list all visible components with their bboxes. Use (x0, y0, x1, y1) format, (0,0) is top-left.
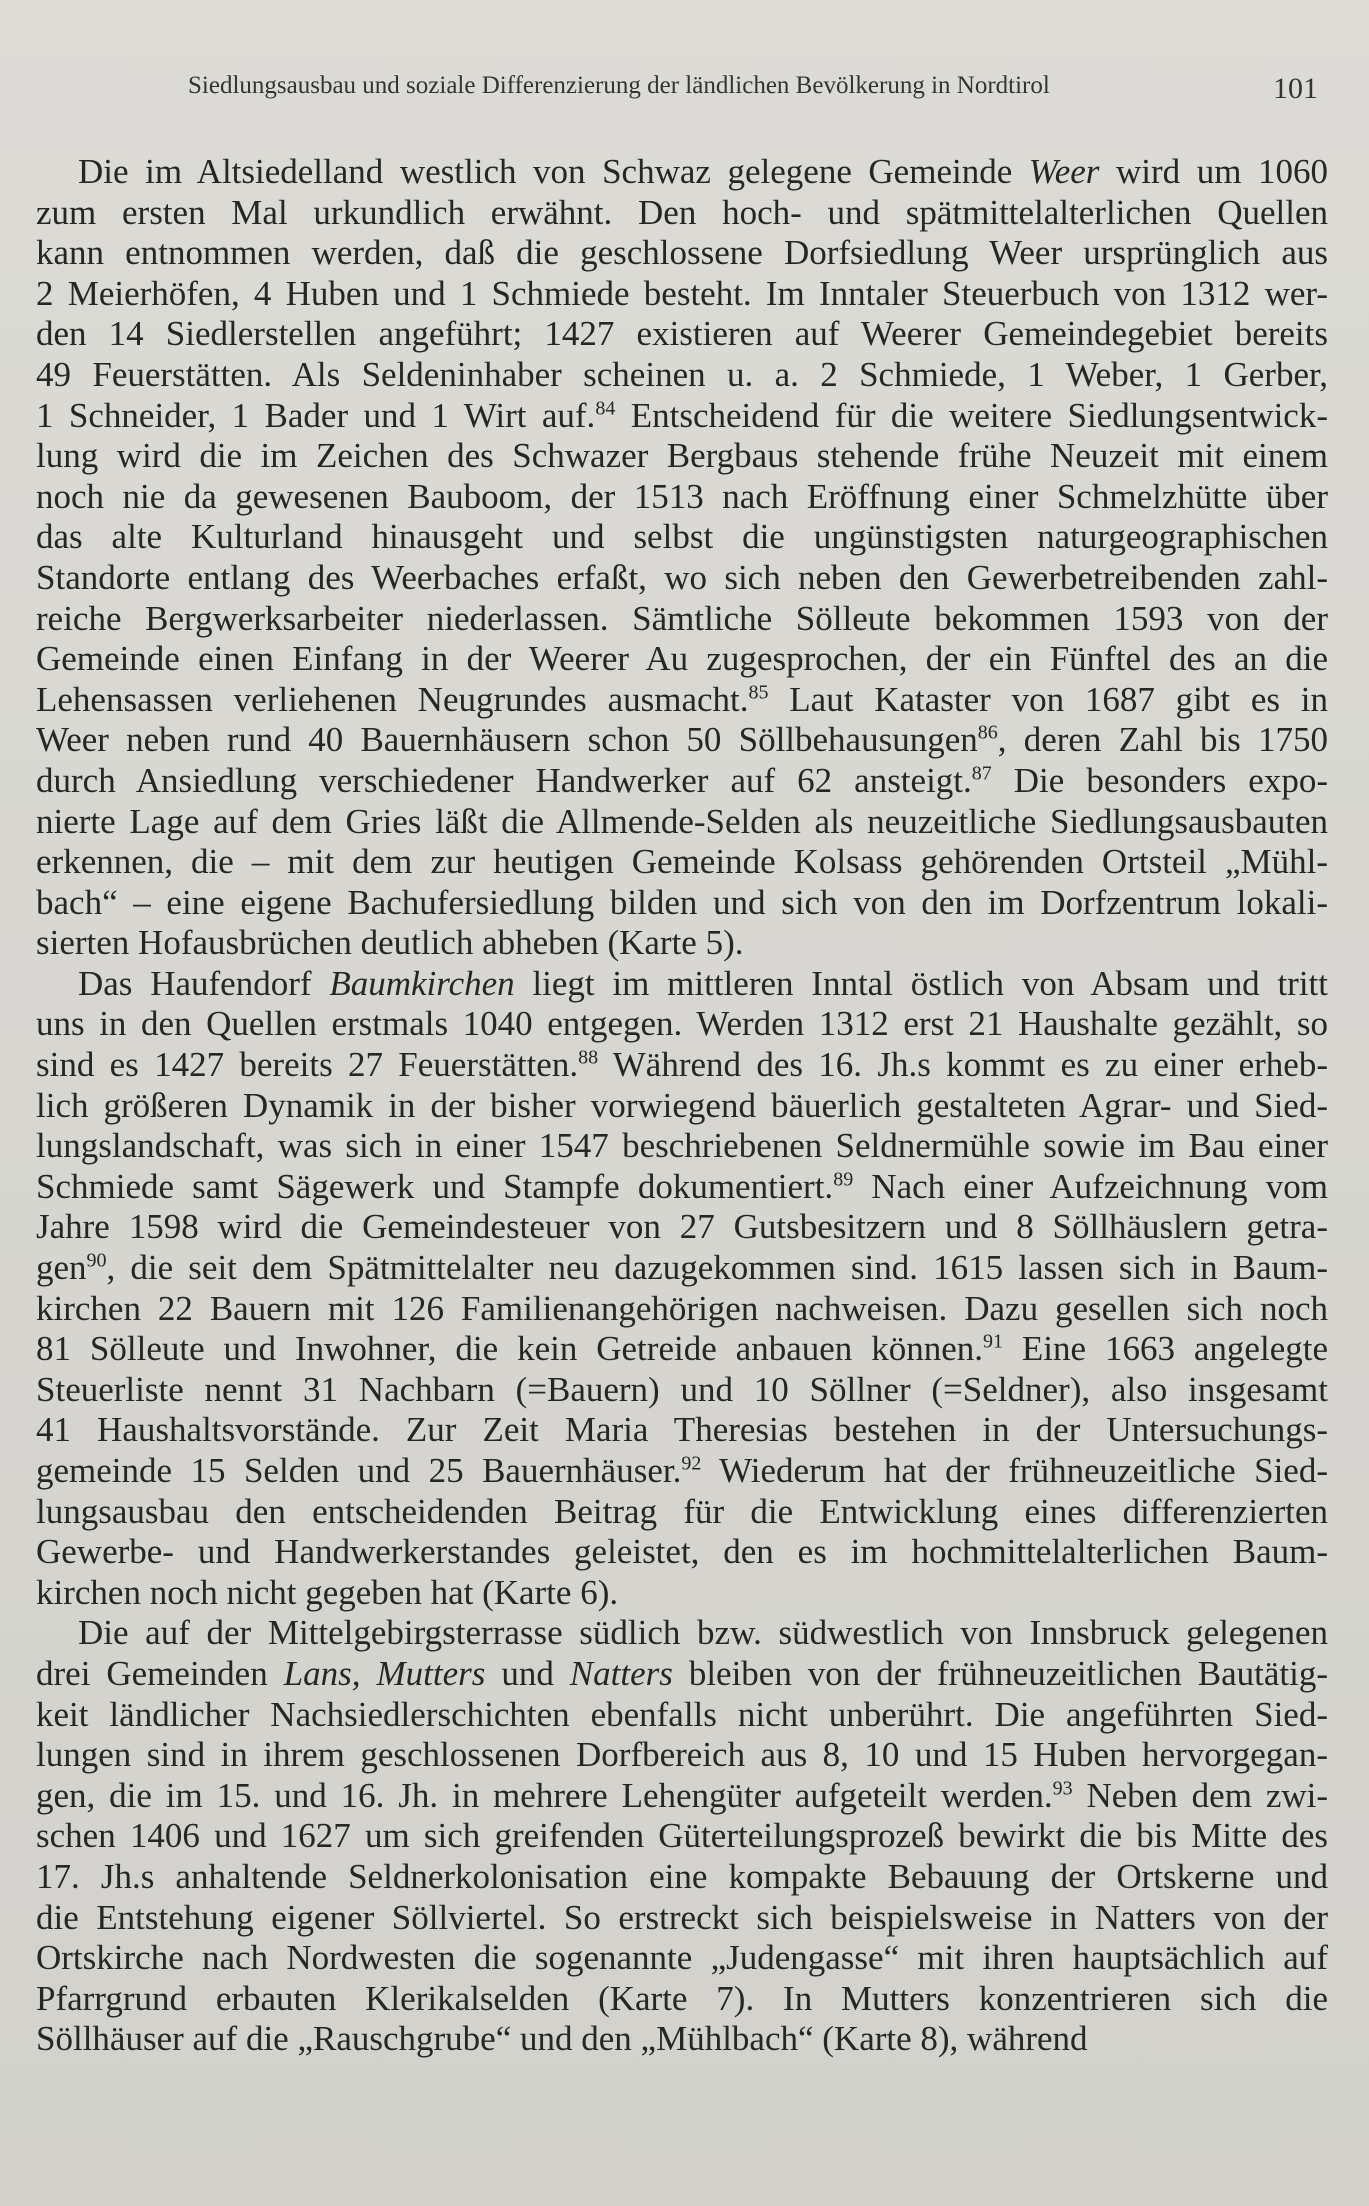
text-segment: kann entnommen werden, daß die geschlossene Dorfsiedlung Weer ursprünglich aus (36, 233, 1328, 273)
text-line (36, 1370, 1328, 1411)
text-segment: 49 Feuerstätten. Als Seldeninhaber scheinen u. a. 2 Schmiede, 1 Weber, 1 Gerber, (36, 354, 1328, 394)
text-segment: kirchen 22 Bauern mit 126 Familienangehörigen nachweisen. Dazu gesellen sich noch (36, 1288, 1328, 1328)
text-segment: Söllhäuser auf die „Rauschgrube“ und den „Mühlbach“ (Karte 8), während (36, 2019, 1088, 2059)
footnote-marker: 87 (971, 762, 992, 785)
text-segment: 81 Sölleute und Inwohner, die kein Getreide anbauen können. (36, 1329, 983, 1369)
text-line (36, 1207, 1328, 1248)
text-line (36, 517, 1328, 558)
text-line (36, 1735, 1328, 1776)
text-segment: gen (36, 1248, 87, 1288)
text-segment: Die besonders expo- (991, 760, 1328, 800)
text-line (36, 1898, 1328, 1939)
text-segment: zum ersten Mal urkundlich erwähnt. Den hoch- und spätmittelalterlichen Quellen (36, 192, 1328, 232)
text-segment: schen 1406 und 1627 um sich greifenden Güterteilungsprozeß bewirkt die bis Mitte des (36, 1816, 1328, 1856)
text-line (36, 152, 1328, 193)
text-segment: nierte Lage auf dem Gries läßt die Allmende-Selden als neuzeitliche Siedlungsausbauten (36, 801, 1328, 841)
text-segment: erkennen, die – mit dem zur heutigen Gemeinde Kolsass gehörenden Ortsteil „Mühl- (36, 842, 1328, 882)
place-name: Weer (1028, 152, 1100, 191)
text-line (36, 1289, 1328, 1330)
body-text (36, 152, 1328, 2060)
text-segment: reiche Bergwerksarbeiter niederlassen. Sämtliche Sölleute bekommen 1593 von der (36, 598, 1328, 638)
text-line (36, 233, 1328, 274)
text-line (36, 761, 1328, 802)
text-segment: 17. Jh.s anhaltende Seldnerkolonisation eine kompakte Bebauung der Ortskerne und (36, 1856, 1328, 1896)
text-segment: Eine 1663 angelegte (1002, 1329, 1328, 1369)
text-segment: 41 Haushaltsvorstände. Zur Zeit Maria Theresias bestehen in der Untersuchungs- (36, 1410, 1328, 1450)
text-segment: , deren Zahl bis 1750 (997, 720, 1329, 760)
text-segment: Pfarrgrund erbauten Klerikalselden (Karte 7). In Mutters konzentrieren sich die (36, 1978, 1328, 2018)
footnote-marker: 90 (86, 1249, 107, 1272)
footnote-marker: 92 (681, 1452, 702, 1475)
text-line (36, 1004, 1328, 1045)
text-line (36, 1126, 1328, 1167)
text-line (36, 1451, 1328, 1492)
text-line (36, 1776, 1328, 1817)
text-segment: gen, die im 15. und 16. Jh. in mehrere Lehengüter aufgeteilt werden. (36, 1775, 1053, 1815)
text-segment: Ortskirche nach Nordwesten die sogenannte „Judengasse“ mit ihren hauptsächlich auf (36, 1938, 1328, 1978)
text-line (36, 802, 1328, 843)
running-title: Siedlungsausbau und soziale Differenzierung der ländlichen Bevölkerung in Nordtirol (188, 72, 1050, 99)
text-line (36, 883, 1328, 924)
text-segment: und (485, 1653, 570, 1693)
text-segment: Jahre 1598 wird die Gemeindesteuer von 27 Gutsbesitzern und 8 Söllhäuslern getra- (36, 1207, 1328, 1247)
text-line (36, 639, 1328, 680)
text-line (36, 1654, 1328, 1695)
text-segment: sierten Hofausbrüchen deutlich abheben (Karte 5). (36, 923, 744, 963)
text-line (36, 274, 1328, 315)
text-line (36, 1573, 1328, 1614)
text-segment: Wiederum hat der frühneuzeitliche Sied- (701, 1451, 1328, 1490)
text-segment: sind es 1427 bereits 27 Feuerstätten. (36, 1045, 579, 1085)
text-segment: Lehensassen verliehenen Neugrundes ausmacht. (36, 679, 749, 719)
text-segment: Gewerbe- und Handwerkerstandes geleistet, den es im hochmittelalterlichen Baum- (36, 1532, 1328, 1572)
text-line (36, 842, 1328, 883)
text-segment: 1 Schneider, 1 Bader und 1 Wirt auf. (36, 395, 596, 435)
text-line (36, 720, 1328, 761)
text-segment: Die auf der Mittelgebirgsterrasse südlich bzw. südwestlich von Innsbruck gelegenen (78, 1613, 1328, 1653)
place-name: Baumkirchen (329, 963, 515, 1003)
text-segment: 2 Meierhöfen, 4 Huben und 1 Schmiede besteht. Im Inntaler Steuerbuch von 1312 wer- (36, 273, 1328, 313)
paragraph (36, 152, 1328, 964)
place-name: Lans, Mutters (283, 1653, 486, 1693)
text-line (36, 923, 1328, 964)
footnote-marker: 91 (982, 1330, 1003, 1353)
text-segment: den 14 Siedlerstellen angeführt; 1427 existieren auf Weerer Gemeindegebiet bereits (36, 314, 1328, 354)
footnote-marker: 93 (1052, 1777, 1073, 1800)
text-line (36, 680, 1328, 721)
text-segment: Weer neben rund 40 Bauernhäusern schon 50 Söllbehausungen (36, 720, 978, 760)
text-segment: bach“ – eine eigene Bachufersiedlung bilden und sich von den im Dorfzentrum lokali- (36, 882, 1328, 922)
text-segment: Gemeinde einen Einfang in der Weerer Au zugesprochen, der ein Fünftel des an die (36, 639, 1328, 679)
text-line (36, 1167, 1328, 1208)
text-line (36, 1045, 1328, 1086)
text-segment: gemeinde 15 Selden und 25 Bauernhäuser. (36, 1451, 682, 1490)
text-segment: Die im Altsiedelland westlich von Schwaz gelegene Gemeinde (78, 152, 1029, 191)
text-segment: durch Ansiedlung verschiedener Handwerker auf 62 ansteigt. (36, 760, 972, 800)
text-segment: kirchen noch nicht gegeben hat (Karte 6). (36, 1572, 619, 1612)
text-line (36, 314, 1328, 355)
text-segment: Nach einer Aufzeichnung vom (853, 1166, 1328, 1206)
text-line (36, 396, 1328, 437)
text-segment: wird um 1060 (1099, 152, 1328, 191)
text-segment: lung wird die im Zeichen des Schwazer Bergbaus stehende frühe Neuzeit mit einem (36, 436, 1328, 476)
text-segment: lungslandschaft, was sich in einer 1547 beschriebenen Seldnermühle sowie im Bau einer (36, 1126, 1328, 1166)
text-segment: Entscheidend für die weitere Siedlungsentwick- (615, 395, 1328, 435)
text-segment: Laut Kataster von 1687 gibt es in (768, 679, 1328, 719)
footnote-marker: 89 (833, 1168, 854, 1191)
text-line (36, 1613, 1328, 1654)
text-segment: lich größeren Dynamik in der bisher vorwiegend bäuerlich gestalteten Agrar- und Sied- (36, 1085, 1328, 1125)
footnote-marker: 86 (977, 721, 998, 744)
text-segment: lungen sind in ihrem geschlossenen Dorfbereich aus 8, 10 und 15 Huben hervorgegan- (36, 1735, 1328, 1775)
text-segment: bleiben von der frühneuzeitlichen Bautätig- (672, 1653, 1328, 1693)
text-segment: Schmiede samt Sägewerk und Stampfe dokumentiert. (36, 1166, 834, 1206)
text-line (36, 1979, 1328, 2020)
text-line (36, 1816, 1328, 1857)
text-line (36, 1492, 1328, 1533)
text-segment: drei Gemeinden (36, 1653, 284, 1693)
text-segment: , die seit dem Spätmittelalter neu dazugekommen sind. 1615 lassen sich in Baum- (106, 1248, 1328, 1288)
footnote-marker: 85 (748, 681, 769, 704)
text-line (36, 1086, 1328, 1127)
text-segment: Während des 16. Jh.s kommt es zu einer erheb- (598, 1045, 1328, 1085)
footnote-marker: 88 (578, 1046, 599, 1069)
footnote-marker: 84 (595, 396, 616, 419)
text-line (36, 964, 1328, 1005)
text-line (36, 436, 1328, 477)
text-line (36, 558, 1328, 599)
place-name: Natters (569, 1653, 673, 1693)
text-line (36, 477, 1328, 518)
text-segment: uns in den Quellen erstmals 1040 entgegen. Werden 1312 erst 21 Haushalte gezählt, so (36, 1004, 1328, 1044)
text-segment: die Entstehung eigener Söllviertel. So erstreckt sich beispielsweise in Natters von der (36, 1897, 1328, 1937)
text-segment: Das Haufendorf (78, 963, 330, 1003)
text-line (36, 1248, 1328, 1289)
text-line (36, 1938, 1328, 1979)
page-number: 101 (1273, 72, 1318, 105)
paragraph (36, 964, 1328, 1614)
text-line (36, 193, 1328, 234)
text-line (36, 2019, 1328, 2060)
text-segment: das alte Kulturland hinausgeht und selbst die ungünstigsten naturgeographischen (36, 517, 1328, 557)
text-segment: liegt im mittleren Inntal östlich von Absam und tritt (514, 963, 1328, 1003)
text-line (36, 599, 1328, 640)
text-line (36, 1410, 1328, 1451)
paragraph (36, 1613, 1328, 2060)
text-segment: Neben dem zwi- (1072, 1775, 1329, 1815)
text-line (36, 355, 1328, 396)
text-segment: keit ländlicher Nachsiedlerschichten ebenfalls nicht unberührt. Die angeführten Sied- (36, 1694, 1328, 1734)
text-line (36, 1329, 1328, 1370)
text-segment: Steuerliste nennt 31 Nachbarn (=Bauern) und 10 Söllner (=Seldner), also insgesamt (36, 1369, 1328, 1409)
text-line (36, 1857, 1328, 1898)
text-segment: noch nie da gewesenen Bauboom, der 1513 nach Eröffnung einer Schmelzhütte über (36, 476, 1328, 516)
text-segment: Standorte entlang des Weerbaches erfaßt, wo sich neben den Gewerbetreibenden zahl- (36, 557, 1328, 597)
text-line (36, 1532, 1328, 1573)
text-line (36, 1695, 1328, 1736)
text-segment: lungsausbau den entscheidenden Beitrag für die Entwicklung eines differenzierten (36, 1491, 1328, 1531)
